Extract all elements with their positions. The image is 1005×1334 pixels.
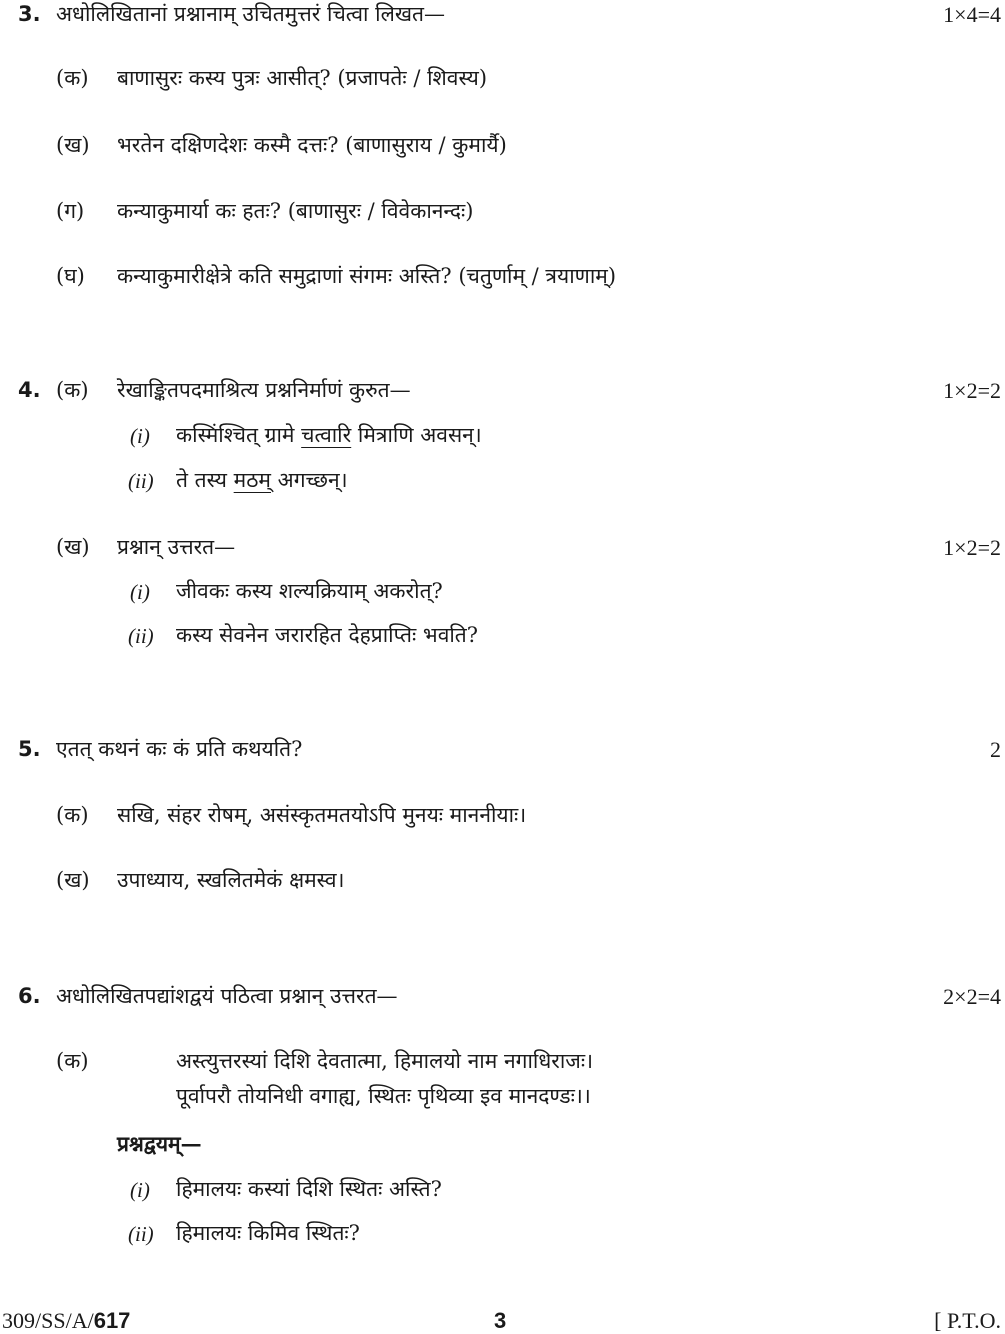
q5-number: 5. (18, 737, 41, 761)
q4a-i-post: मित्राणि अवसन्। (357, 423, 482, 447)
q5-item-text: उपाध्याय, स्खलितमेकं क्षमस्व। (117, 868, 345, 892)
q3-item-text: भरतेन दक्षिणदेशः कस्मै दत्तः? (बाणासुराय / कुमार्यै) (117, 133, 507, 157)
q6-ii-text: हिमालयः किमिव स्थितः? (176, 1221, 360, 1245)
q4a-i-sentence (176, 421, 482, 449)
q3-item-text: कन्याकुमारीक्षेत्रे कति समुद्राणां संगमः अस्ति? (चतुर्णाम् / त्रयाणाम्) (117, 264, 617, 288)
q6-verse-line-2: पूर्वापरौ तोयनिधी वगाह्य, स्थितः पृथिव्या इव मानदण्डः।। (176, 1084, 591, 1108)
q6-i-label: (i) (130, 1178, 150, 1202)
q5-marks: 2 (990, 737, 1001, 762)
q4b-title: प्रश्नान् उत्तरत— (117, 535, 236, 559)
q4a-i-underlined: चत्वारि (301, 423, 352, 447)
q5-title: एतत् कथनं कः कं प्रति कथयति? (56, 737, 303, 761)
q4b-i-label: (i) (130, 580, 150, 604)
q6-marks: 2×2=4 (943, 984, 1001, 1009)
q3-title: अधोलिखितानां प्रश्नानाम् उचितमुत्तरं चित्वा लिखत— (56, 2, 445, 26)
q4b-ii-label: (ii) (128, 624, 154, 648)
q5-item-text: सखि, संहर रोषम्, असंस्कृतमतयोऽपि मुनयः माननीयाः। (117, 803, 527, 827)
q6-ii-label: (ii) (128, 1222, 154, 1246)
q6-title: अधोलिखितपद्यांशद्वयं पठित्वा प्रश्नान् उत्तरत— (56, 984, 398, 1008)
q4-number: 4. (18, 378, 41, 402)
q3-item-label: (घ) (56, 264, 85, 288)
q4b-ii-text: कस्य सेवनेन जरारहित देहप्राप्तिः भवति? (176, 623, 479, 647)
q6-subheading: प्रश्नद्वयम्— (117, 1131, 202, 1156)
q5-item-label: (क) (56, 803, 89, 827)
q4b-label: (ख) (56, 535, 90, 559)
q3-item-label: (क) (56, 66, 89, 90)
paper-code-number: 617 (93, 1308, 131, 1333)
q6-verse-line-1: अस्त्युत्तरस्यां दिशि देवतात्मा, हिमालयो नाम नगाधिराजः। (176, 1049, 594, 1073)
q4b-i-text: जीवकः कस्य शल्यक्रियाम् अकरोत्? (176, 579, 443, 603)
q6-number: 6. (18, 984, 41, 1008)
paper-code-prefix: 309/SS/A/ (2, 1308, 94, 1333)
q4b-marks: 1×2=2 (943, 535, 1001, 560)
q4a-ii-underlined: मठम् (233, 468, 271, 492)
q4a-ii-sentence (176, 466, 348, 494)
page-number: 3 (494, 1308, 507, 1333)
q6-i-text: हिमालयः कस्यां दिशि स्थितः अस्ति? (176, 1177, 442, 1201)
q3-item-label: (ग) (56, 199, 85, 223)
q3-item-text: बाणासुरः कस्य पुत्रः आसीत्? (प्रजापतेः / शिवस्य) (117, 66, 488, 90)
q4a-ii-label: (ii) (128, 469, 154, 493)
q4a-ii-pre: ते तस्य (176, 468, 227, 492)
q4a-title: रेखाङ्कितपदमाश्रित्य प्रश्ननिर्माणं कुरुत— (117, 378, 411, 402)
pto-marker: [ P.T.O. (934, 1308, 1001, 1333)
q4a-i-pre: कस्मिंश्चित् ग्रामे (176, 423, 295, 447)
q4a-label: (क) (56, 378, 89, 402)
paper-code (2, 1308, 130, 1334)
q3-item-label: (ख) (56, 133, 90, 157)
q4a-i-label: (i) (130, 424, 150, 448)
q5-item-label: (ख) (56, 868, 90, 892)
q4a-ii-post: अगच्छन्। (277, 468, 348, 492)
q6-verse-label: (क) (56, 1049, 89, 1073)
q3-number: 3. (18, 2, 41, 26)
q3-item-text: कन्याकुमार्या कः हतः? (बाणासुरः / विवेकानन्दः) (117, 199, 474, 223)
q3-marks: 1×4=4 (943, 2, 1001, 27)
q4a-marks: 1×2=2 (943, 378, 1001, 403)
